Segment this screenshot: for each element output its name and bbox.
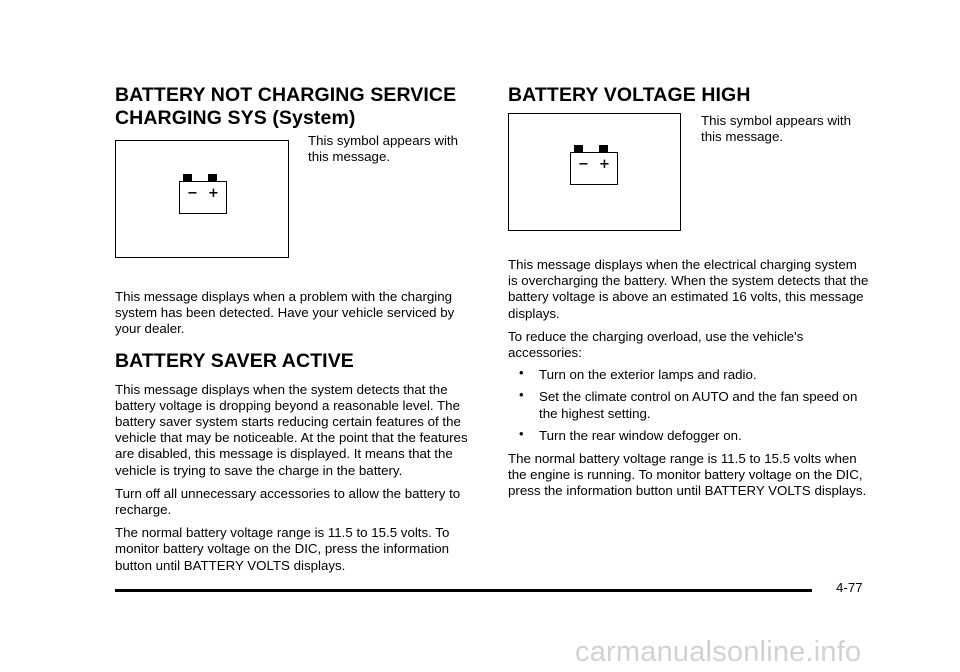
list-item: • Set the climate control on AUTO and the fan speed on the highest setting. <box>519 387 858 421</box>
paragraph: This message displays when a problem with the charging system has been detected. Have your vehicle serviced by your dealer. <box>115 289 455 337</box>
section-heading-battery-saver: BATTERY SAVER ACTIVE <box>115 349 354 372</box>
left-column <box>115 84 477 574</box>
list-item: • Turn the rear window defogger on. <box>519 425 742 443</box>
symbol-frame <box>508 113 681 231</box>
list-item: • Turn on the exterior lamps and radio. <box>519 365 757 383</box>
heading-line-1: BATTERY NOT CHARGING SERVICE <box>115 84 457 106</box>
plus-sign: + <box>599 157 610 172</box>
bullet-icon: • <box>519 387 524 403</box>
bullet-icon: • <box>519 425 524 441</box>
paragraph: This message displays when the system detects that the battery voltage is dropping beyond a reasonable level. The battery saver system starts reducing certain features of the vehicle that may be noticeable. At the point that the features are disabled, this message is displayed. It means that the vehicle is trying to save the charge in the battery. <box>115 381 468 478</box>
bullet-icon: • <box>519 365 524 381</box>
watermark: carmanualsonline.info <box>575 636 862 668</box>
symbol-caption: This symbol appears with this message. <box>701 113 852 144</box>
heading-line-2: CHARGING SYS (System) <box>115 107 356 129</box>
right-column <box>508 84 870 500</box>
symbol-frame <box>115 140 289 258</box>
accessory-list <box>508 367 870 444</box>
paragraph: This message displays when the electrical charging system is overcharging the battery. When the system detects that the battery voltage is above an estimated 16 volts, this message displays. <box>508 257 869 321</box>
paragraph: The normal battery voltage range is 11.5 to 15.5 volts when the engine is running. To monitor battery voltage on the DIC, press the information button until BATTERY VOLTS displays. <box>508 451 867 499</box>
plus-sign: + <box>208 186 219 201</box>
section-heading-battery-voltage-high: BATTERY VOLTAGE HIGH <box>508 84 751 106</box>
paragraph: The normal battery voltage range is 11.5 to 15.5 volts. To monitor battery voltage on the DIC, press the information button until BATTERY VOLTS displays. <box>115 525 450 573</box>
paragraph: To reduce the charging overload, use the vehicle's accessories: <box>508 328 804 361</box>
footer-rule <box>115 589 812 592</box>
minus-sign: − <box>187 186 198 201</box>
paragraph: Turn off all unnecessary accessories to allow the battery to recharge. <box>115 485 461 518</box>
minus-sign: − <box>578 157 589 172</box>
symbol-figure <box>115 133 477 258</box>
symbol-caption: This symbol appears with this message. <box>308 133 459 164</box>
page-number: 4-77 <box>836 580 863 595</box>
symbol-figure <box>508 113 870 233</box>
section-heading-battery-not-charging <box>115 84 477 130</box>
